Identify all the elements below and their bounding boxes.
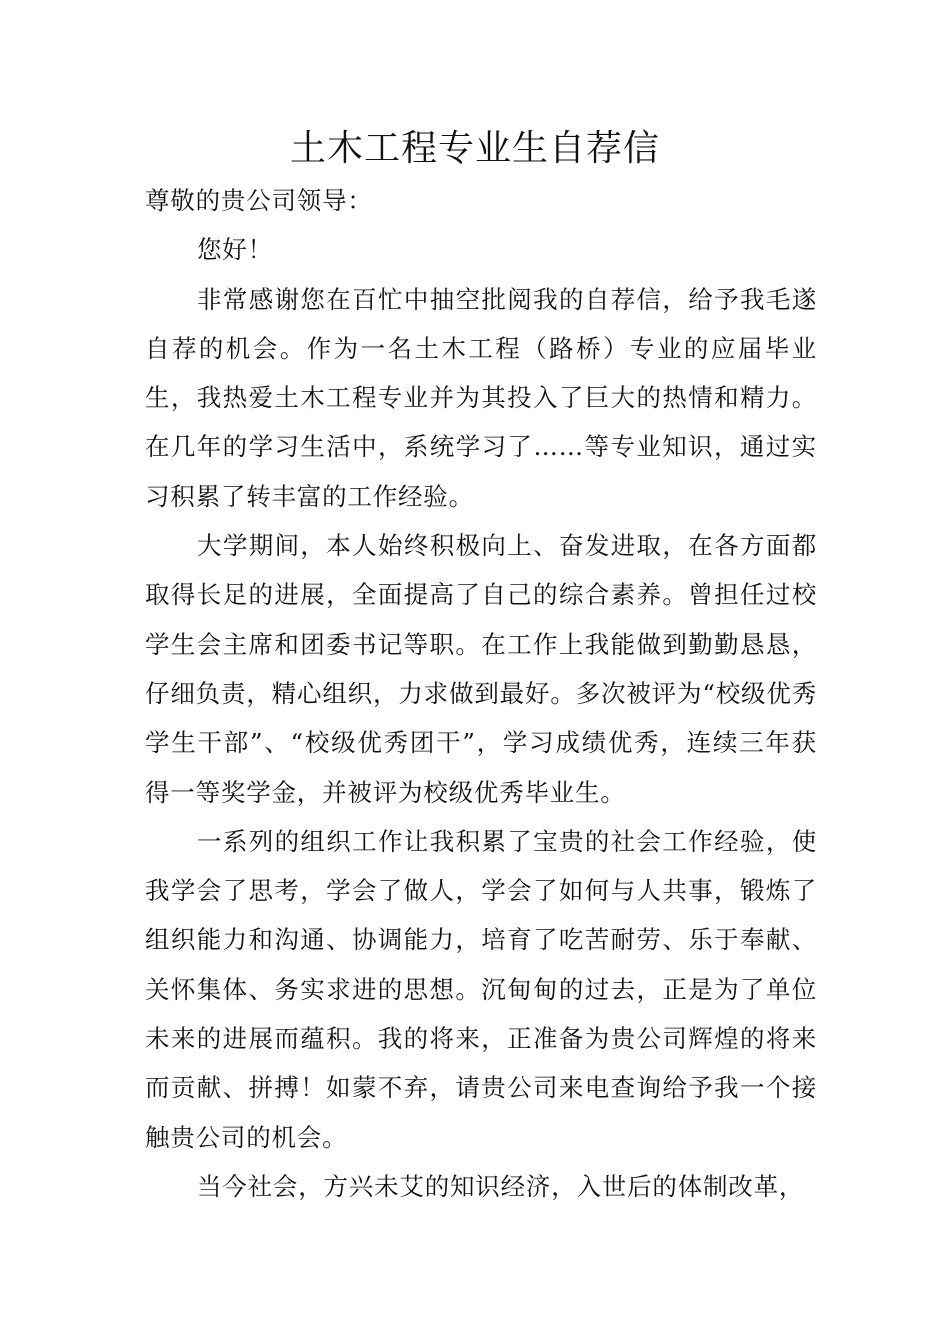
greeting: 您好！ [197,235,273,265]
document-title: 土木工程专业生自荐信 [289,128,660,169]
letter-body [145,176,817,1211]
paragraph-1: 非常感谢您在百忙中抽空批阅我的自荐信，给予我毛遂自荐的机会。作为一名土木工程（路桥）专业的应届毕业生，我热爱土木工程专业并为其投入了巨大的热情和精力。在几年的学习生活中，系统学习了……等专业知识，通过实习积累了转丰富的工作经验。 [145,284,817,511]
paragraph-2: 大学期间，本人始终积极向上、奋发进取，在各方面都取得长足的进展，全面提高了自己的综合素养。曾担任过校学生会主席和团委书记等职。在工作上我能做到勤勤恳恳，仔细负责，精心组织，力求做到最好。多次被评为“校级优秀学生干部”、“校级优秀团干”，学习成绩优秀，连续三年获得一等奖学金，并被评为校级优秀毕业生。 [145,531,817,807]
paragraph-3: 一系列的组织工作让我积累了宝贵的社会工作经验，使我学会了思考，学会了做人，学会了如何与人共事，锻炼了组织能力和沟通、协调能力，培育了吃苦耐劳、乐于奉献、关怀集体、务实求进的思想。沉甸甸的过去，正是为了单位未来的进展而蕴积。我的将来，正准备为贵公司辉煌的将来而贡献、拼搏！如蒙不弃，请贵公司来电查询给予我一个接触贵公司的机会。 [145,826,817,1152]
paragraph-4: 当今社会，方兴未艾的知识经济，入世后的体制改革， [197,1171,805,1201]
salutation: 尊敬的贵公司领导： [145,186,373,215]
